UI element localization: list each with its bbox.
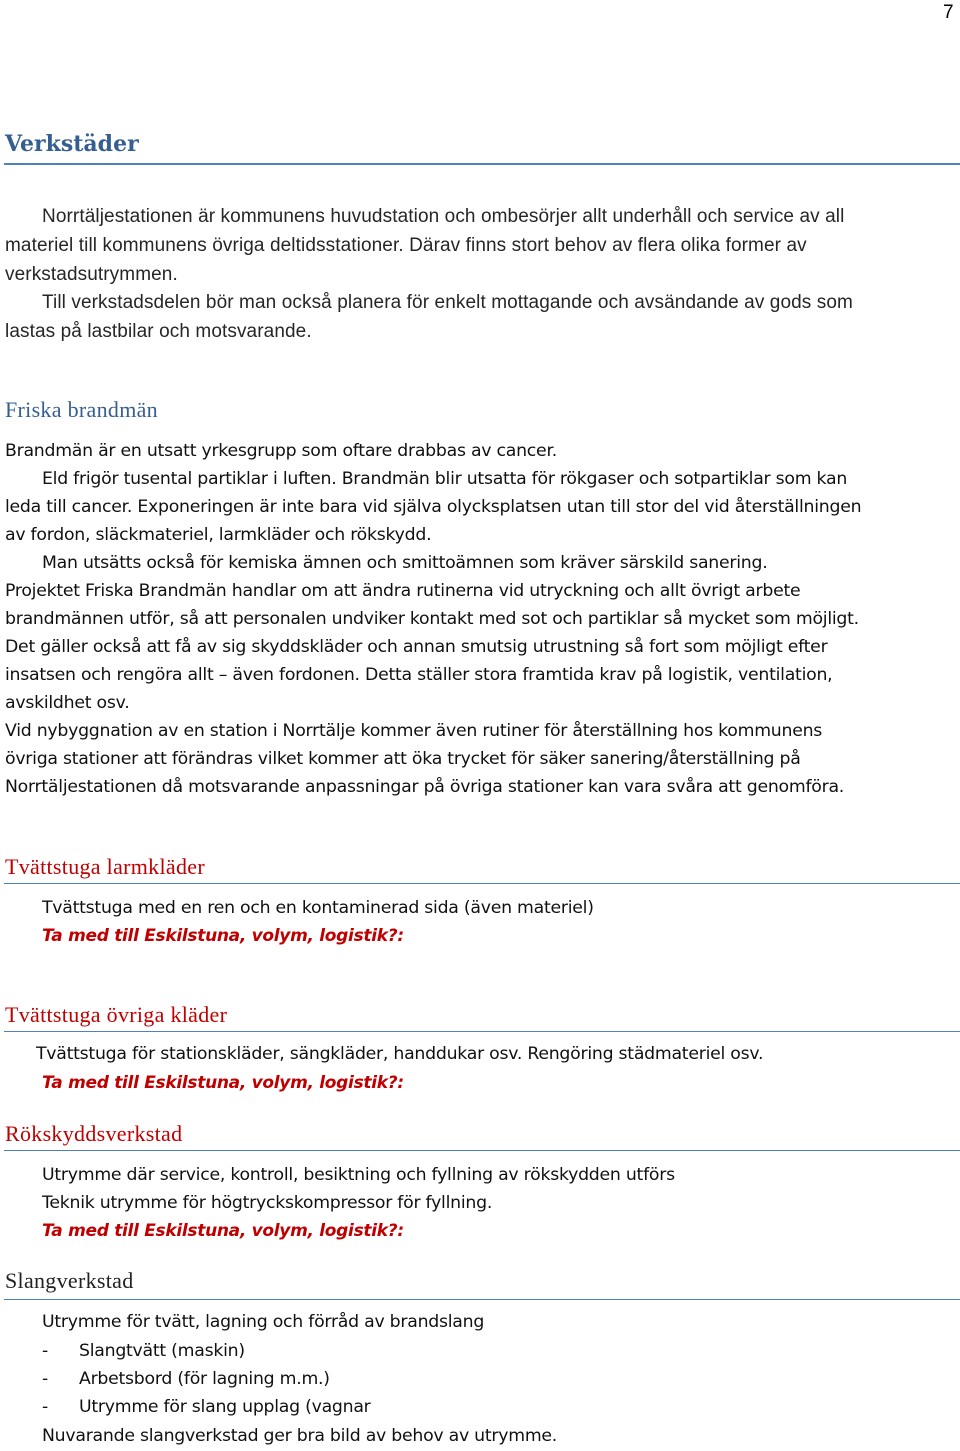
friska-line-6: Projektet Friska Brandmän handlar om att ändra rutinerna vid utryckning och allt övrigt arbete xyxy=(5,581,801,601)
heading-slangverkstad: Slangverkstad xyxy=(5,1268,134,1293)
verkstader-line-1: Norrtäljestationen är kommunens huvudstation och ombesörjer allt underhåll och service av all xyxy=(42,206,845,227)
heading-friska-brandman: Friska brandmän xyxy=(5,397,158,422)
heading-tvattstuga-ovriga-klader: Tvättstuga övriga kläder xyxy=(5,1002,228,1027)
heading-rule xyxy=(4,1031,960,1032)
heading-verkstader: Verkstäder xyxy=(5,131,139,157)
slang-outro: Nuvarande slangverkstad ger bra bild av behov av utrymme. xyxy=(42,1426,558,1446)
friska-line-9: insatsen och rengöra allt – även fordonen. Detta ställer stora framtida krav på logistik, ventilation, xyxy=(5,665,833,685)
friska-line-2: Eld frigör tusental partiklar i luften. Brandmän blir utsatta för rökgaser och sotpartiklar som kan xyxy=(42,469,848,489)
list-item: Utrymme för slang upplag (vagnar xyxy=(79,1397,371,1417)
friska-line-1: Brandmän är en utsatt yrkesgrupp som oftare drabbas av cancer. xyxy=(5,441,557,461)
page-number: 7 xyxy=(943,2,954,23)
heading-rule xyxy=(4,1150,960,1151)
ovriga-line-1: Tvättstuga för stationskläder, sängkläder, handdukar osv. Rengöring städmateriel osv. xyxy=(36,1044,764,1064)
rokskydd-line-2: Teknik utrymme för högtryckskompressor för fyllning. xyxy=(42,1193,493,1213)
friska-line-5: Man utsätts också för kemiska ämnen och smittoämnen som kräver särskild sanering. xyxy=(42,553,768,573)
verkstader-line-3: verkstadsutrymmen. xyxy=(5,264,178,285)
friska-line-10: avskildhet osv. xyxy=(5,693,130,713)
friska-line-3: leda till cancer. Exponeringen är inte bara vid själva olycksplatsen utan till stor del vid återställningen xyxy=(5,497,862,517)
larmklader-note: Ta med till Eskilstuna, volym, logistik?: xyxy=(42,926,404,946)
ovriga-note: Ta med till Eskilstuna, volym, logistik?: xyxy=(42,1073,404,1093)
friska-line-7: brandmännen utför, så att personalen undviker kontakt med sot och partiklar så mycket som möjligt. xyxy=(5,609,859,629)
verkstader-line-5: lastas på lastbilar och motsvarande. xyxy=(5,321,312,342)
friska-line-4: av fordon, släckmateriel, larmkläder och rökskydd. xyxy=(5,525,432,545)
rokskydd-note: Ta med till Eskilstuna, volym, logistik?: xyxy=(42,1221,404,1241)
friska-line-12: övriga stationer att förändras vilket kommer att öka trycket för säker sanering/återställning på xyxy=(5,749,801,769)
heading-rokskyddsverkstad: Rökskyddsverkstad xyxy=(5,1121,183,1146)
larmklader-line-1: Tvättstuga med en ren och en kontaminerad sida (även materiel) xyxy=(42,898,594,918)
verkstader-line-2: materiel till kommunens övriga deltidsstationer. Därav finns stort behov av flera olika former av xyxy=(5,235,807,256)
list-bullet: - xyxy=(42,1341,48,1361)
rokskydd-line-1: Utrymme där service, kontroll, besiktning och fyllning av rökskydden utförs xyxy=(42,1165,675,1185)
list-bullet: - xyxy=(42,1369,48,1389)
slang-intro: Utrymme för tvätt, lagning och förråd av brandslang xyxy=(42,1312,485,1332)
heading-rule xyxy=(4,1299,960,1300)
friska-line-11: Vid nybyggnation av en station i Norrtälje kommer även rutiner för återställning hos kommunens xyxy=(5,721,823,741)
list-item: Arbetsbord (för lagning m.m.) xyxy=(79,1369,330,1389)
friska-line-13: Norrtäljestationen då motsvarande anpassningar på övriga stationer kan vara svåra att genomföra. xyxy=(5,777,845,797)
verkstader-line-4: Till verkstadsdelen bör man också planera för enkelt mottagande och avsändande av gods som xyxy=(42,292,853,313)
list-item: Slangtvätt (maskin) xyxy=(79,1341,245,1361)
friska-line-8: Det gäller också att få av sig skyddskläder och annan smutsig utrustning så fort som möjligt efter xyxy=(5,637,828,657)
heading-tvattstuga-larmklader: Tvättstuga larmkläder xyxy=(5,854,205,879)
heading-rule xyxy=(4,883,960,884)
heading-rule xyxy=(4,163,960,165)
list-bullet: - xyxy=(42,1397,48,1417)
